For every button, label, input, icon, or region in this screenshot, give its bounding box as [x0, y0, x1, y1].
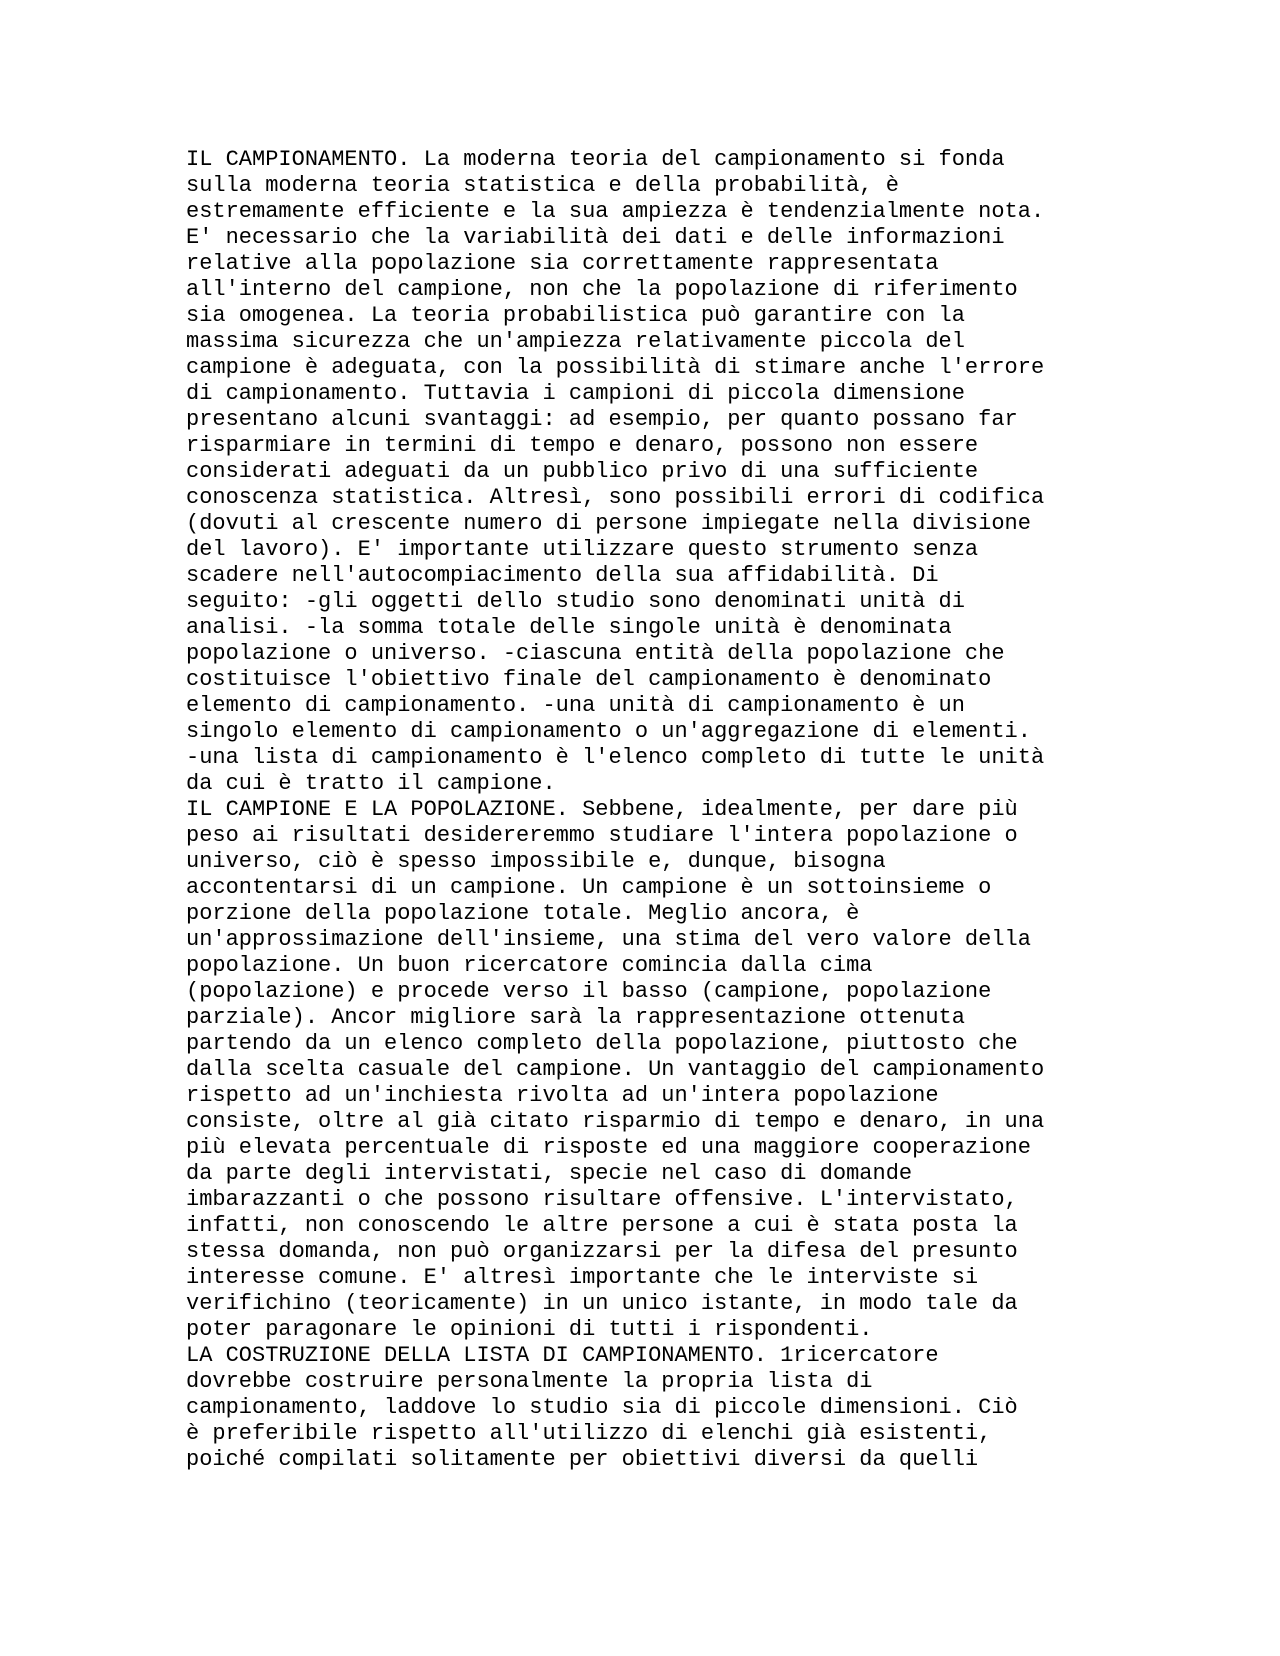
text-line: poiché compilati solitamente per obiettivi diversi da quelli: [186, 1447, 979, 1472]
text-line: è preferibile rispetto all′utilizzo di elenchi già esistenti,: [186, 1421, 992, 1446]
text-line: risparmiare in termini di tempo e denaro, possono non essere: [186, 433, 979, 458]
text-line: popolazione. Un buon ricercatore comincia dalla cima: [186, 953, 873, 978]
document-body: [186, 147, 1186, 1473]
text-line: costituisce l′obiettivo finale del campionamento è denominato: [186, 667, 992, 692]
text-line: verifichino (teoricamente) in un unico istante, in modo tale da: [186, 1291, 1018, 1316]
text-line: conoscenza statistica. Altresì, sono possibili errori di codifica: [186, 485, 1045, 510]
text-line: da parte degli intervistati, specie nel caso di domande: [186, 1161, 913, 1186]
text-line: partendo da un elenco completo della popolazione, piuttosto che: [186, 1031, 1018, 1056]
text-line: LA COSTRUZIONE DELLA LISTA DI CAMPIONAMENTO. 1ricercatore: [186, 1343, 939, 1368]
text-line: imbarazzanti o che possono risultare offensive. L′intervistato,: [186, 1187, 1018, 1212]
text-line: campione è adeguata, con la possibilità di stimare anche l′errore: [186, 355, 1045, 380]
text-line: del lavoro). E′ importante utilizzare questo strumento senza: [186, 537, 979, 562]
text-line: analisi. -la somma totale delle singole unità è denominata: [186, 615, 952, 640]
text-line: singolo elemento di campionamento o un′aggregazione di elementi.: [186, 719, 1031, 744]
text-line: porzione della popolazione totale. Meglio ancora, è: [186, 901, 860, 926]
text-line: (dovuti al crescente numero di persone impiegate nella divisione: [186, 511, 1031, 536]
text-line: poter paragonare le opinioni di tutti i rispondenti.: [186, 1317, 873, 1342]
text-line: presentano alcuni svantaggi: ad esempio, per quanto possano far: [186, 407, 1018, 432]
text-line: di campionamento. Tuttavia i campioni di piccola dimensione: [186, 381, 965, 406]
text-line: estremamente efficiente e la sua ampiezza è tendenzialmente nota.: [186, 199, 1045, 224]
text-line: dovrebbe costruire personalmente la propria lista di: [186, 1369, 873, 1394]
text-line: interesse comune. E′ altresì importante che le interviste si: [186, 1265, 979, 1290]
text-line: universo, ciò è spesso impossibile e, dunque, bisogna: [186, 849, 886, 874]
text-line: da cui è tratto il campione.: [186, 771, 556, 796]
text-line: -una lista di campionamento è l′elenco completo di tutte le unità: [186, 745, 1045, 770]
text-line: rispetto ad un′inchiesta rivolta ad un′intera popolazione: [186, 1083, 939, 1108]
text-line: parziale). Ancor migliore sarà la rappresentazione ottenuta: [186, 1005, 965, 1030]
text-line: elemento di campionamento. -una unità di campionamento è un: [186, 693, 965, 718]
text-line: peso ai risultati desidereremmo studiare l′intera popolazione o: [186, 823, 1018, 848]
text-line: campionamento, laddove lo studio sia di piccole dimensioni. Ciò: [186, 1395, 1018, 1420]
text-line: infatti, non conoscendo le altre persone a cui è stata posta la: [186, 1213, 1018, 1238]
text-line: IL CAMPIONAMENTO. La moderna teoria del campionamento si fonda: [186, 147, 1005, 172]
text-line: relative alla popolazione sia correttamente rappresentata: [186, 251, 939, 276]
text-line: seguito: -gli oggetti dello studio sono denominati unità di: [186, 589, 965, 614]
text-line: considerati adeguati da un pubblico privo di una sufficiente: [186, 459, 979, 484]
text-line: stessa domanda, non può organizzarsi per la difesa del presunto: [186, 1239, 1018, 1264]
text-line: E′ necessario che la variabilità dei dati e delle informazioni: [186, 225, 1005, 250]
text-line: consiste, oltre al già citato risparmio di tempo e denaro, in una: [186, 1109, 1045, 1134]
text-line: all′interno del campione, non che la popolazione di riferimento: [186, 277, 1018, 302]
text-line: IL CAMPIONE E LA POPOLAZIONE. Sebbene, idealmente, per dare più: [186, 797, 1018, 822]
text-line: (popolazione) e procede verso il basso (campione, popolazione: [186, 979, 992, 1004]
text-line: un′approssimazione dell′insieme, una stima del vero valore della: [186, 927, 1031, 952]
text-line: sulla moderna teoria statistica e della probabilità, è: [186, 173, 899, 198]
text-line: più elevata percentuale di risposte ed una maggiore cooperazione: [186, 1135, 1031, 1160]
text-line: scadere nell′autocompiacimento della sua affidabilità. Di: [186, 563, 939, 588]
text-line: popolazione o universo. -ciascuna entità della popolazione che: [186, 641, 1005, 666]
text-line: accontentarsi di un campione. Un campione è un sottoinsieme o: [186, 875, 992, 900]
text-line: sia omogenea. La teoria probabilistica può garantire con la: [186, 303, 965, 328]
text-line: dalla scelta casuale del campione. Un vantaggio del campionamento: [186, 1057, 1045, 1082]
text-line: massima sicurezza che un′ampiezza relativamente piccola del: [186, 329, 965, 354]
